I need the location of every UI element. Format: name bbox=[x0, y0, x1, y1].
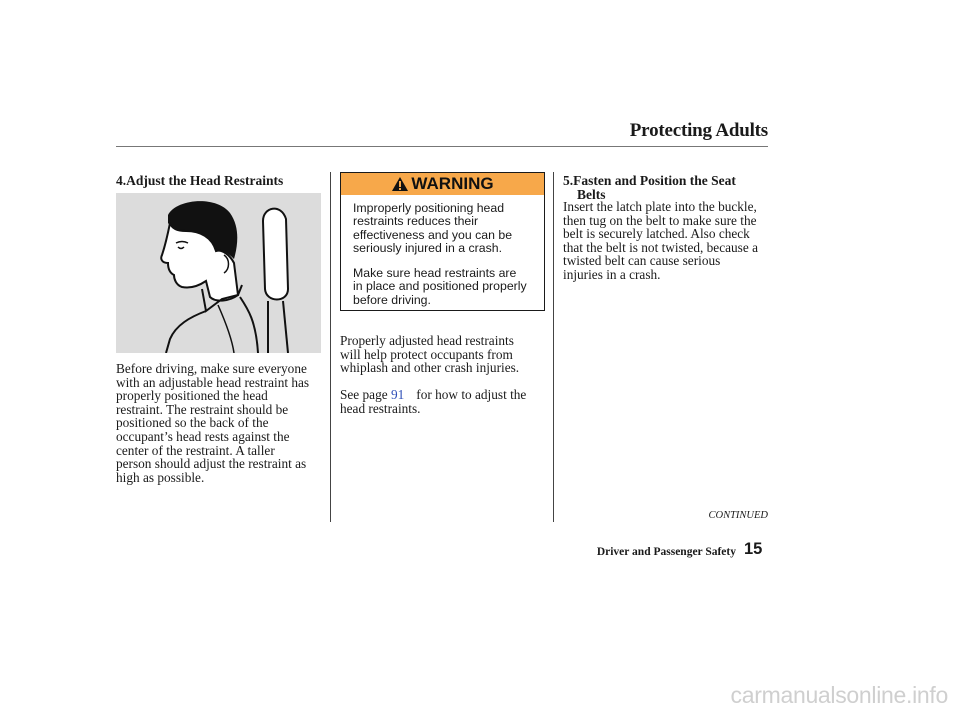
warning-box bbox=[340, 172, 545, 311]
paragraph-line: whiplash and other crash injuries. bbox=[340, 360, 520, 376]
paragraph-line: person should adjust the restraint as bbox=[116, 456, 307, 472]
column-divider-right bbox=[553, 172, 554, 522]
paragraph-line: belt is securely latched. Also check bbox=[563, 226, 750, 242]
see-page-line bbox=[340, 388, 550, 402]
section-heading-text: Adjust the Head Restraints bbox=[126, 173, 284, 188]
warning-line: Improperly positioning head bbox=[353, 201, 505, 215]
section-heading-line-1 bbox=[563, 174, 773, 188]
right-paragraph bbox=[563, 200, 773, 282]
paragraph-line: center of the restraint. A taller bbox=[116, 442, 275, 458]
page-link-91[interactable]: 91 bbox=[390, 387, 405, 402]
page-title: Protecting Adults bbox=[629, 120, 768, 141]
paragraph-line: Properly adjusted head restraints bbox=[340, 333, 514, 348]
paragraph-line: will help protect occupants from bbox=[340, 346, 513, 362]
paragraph-line: positioned so the back of the bbox=[116, 415, 269, 431]
paragraph-line: with an adjustable head restraint has bbox=[116, 374, 310, 390]
paragraph-line: high as possible. bbox=[116, 469, 205, 485]
person-head-restraint-drawing bbox=[116, 193, 321, 353]
paragraph-line: Insert the latch plate into the buckle, bbox=[563, 199, 757, 214]
warning-line: effectiveness and you can be bbox=[353, 227, 513, 242]
section-heading-text: Fasten and Position the Seat bbox=[573, 173, 736, 188]
header-rule bbox=[116, 146, 768, 147]
warning-line: seriously injured in a crash. bbox=[353, 240, 502, 255]
see-page-line-2: head restraints. bbox=[340, 400, 421, 416]
page-number: 15 bbox=[744, 540, 763, 558]
watermark: carmanualsonline.info bbox=[730, 682, 948, 708]
left-paragraph bbox=[116, 362, 326, 484]
section-heading-4 bbox=[116, 174, 283, 188]
paragraph-line: twisted belt can cause serious bbox=[563, 253, 721, 269]
see-page-reference bbox=[340, 388, 550, 415]
section-number: 5. bbox=[563, 173, 574, 188]
section-heading-line-2: Belts bbox=[577, 187, 606, 202]
warning-label: WARNING bbox=[411, 174, 494, 193]
warning-triangle-icon bbox=[391, 176, 409, 192]
head-restraint-illustration bbox=[116, 193, 321, 353]
warning-paragraph-1 bbox=[353, 202, 534, 255]
see-prefix: See page bbox=[340, 387, 391, 402]
warning-header bbox=[341, 173, 544, 195]
continued-label: CONTINUED bbox=[708, 510, 768, 521]
section-heading-5 bbox=[563, 174, 773, 202]
paragraph-line: properly positioned the head bbox=[116, 388, 268, 404]
paragraph-line: that the belt is not twisted, because a bbox=[563, 239, 758, 255]
warning-line: restraints reduces their bbox=[353, 214, 479, 229]
middle-paragraph bbox=[340, 334, 550, 375]
column-divider-left bbox=[330, 172, 331, 522]
warning-line: in place and positioned properly bbox=[353, 279, 527, 294]
section-footer-label: Driver and Passenger Safety bbox=[596, 546, 736, 558]
warning-line: Make sure head restraints are bbox=[353, 266, 517, 281]
paragraph-line: Before driving, make sure everyone bbox=[116, 361, 307, 376]
paragraph-line: restraint. The restraint should be bbox=[116, 401, 289, 417]
paragraph-line: injuries in a crash. bbox=[563, 266, 661, 282]
paragraph-line: occupant’s head rests against the bbox=[116, 428, 290, 444]
warning-line: before driving. bbox=[353, 292, 431, 307]
section-number: 4. bbox=[116, 173, 127, 188]
warning-paragraph-2 bbox=[353, 267, 534, 307]
see-suffix: for how to adjust the bbox=[412, 387, 527, 402]
paragraph-line: then tug on the belt to make sure the bbox=[563, 212, 757, 228]
warning-body bbox=[341, 195, 544, 307]
